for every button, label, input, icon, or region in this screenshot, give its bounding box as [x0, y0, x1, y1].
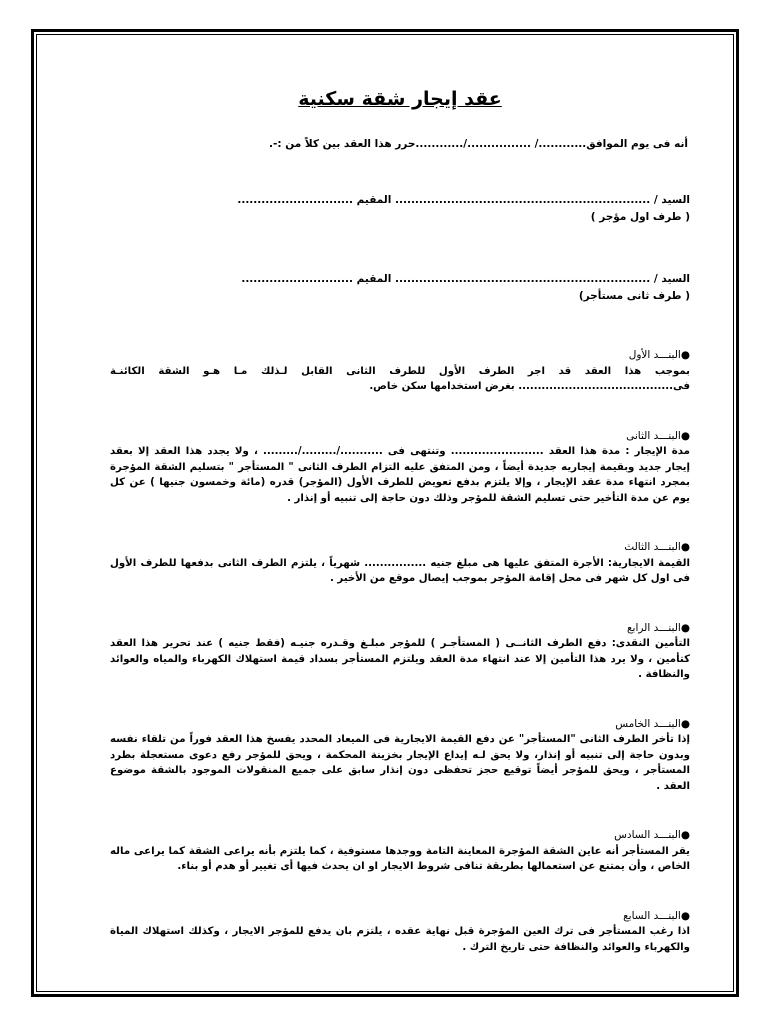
clause-heading: البنـــد السابع	[623, 909, 681, 922]
bullet-icon: ●	[680, 909, 690, 922]
first-party-role: ( طرف اول مؤجر )	[590, 211, 690, 223]
clause-heading: البنـــد الرابع	[626, 621, 681, 634]
clause-5	[110, 717, 690, 795]
clause-text: التأمين النقدى: دفع الطرف الثانــى ( المستأجـر ) للمؤجر مبلـغ وقـدره جنيـه (فقط جنيه ) عند تحرير هذا العقد كتأمين ، ولا يرد هذا التأمين إلا عند انتهاء مدة العقد ويلتزم المستأجر بسداد قيمة استهلاك الكهرباء والمياه والعوائد والنظافة .	[110, 638, 690, 680]
bullet-icon: ●	[680, 829, 690, 841]
clause-text: بموجب هذا العقد قد اجر الطرف الأول للطرف الثانى القابل لـذلك مـا هـو الشقة الكائنـة فى........................................ بغرض استخدامها سكن خاص.	[110, 365, 690, 392]
contract-document	[110, 60, 690, 960]
document-title: عقد إيجار شقة سكنية	[298, 88, 502, 110]
clause-heading: البنـــد الثانى	[626, 429, 681, 442]
first-party	[110, 194, 690, 223]
bullet-icon: ●	[680, 541, 690, 553]
clause-text: اذا رغب المستأجر فى ترك العين المؤجرة قبل نهاية عقده ، يلتزم بان يدفع للمؤجر الايجار ، وكذلك استهلاك المياة والكهرباء والعوائد والنظافة حتى تاريخ الترك .	[110, 926, 690, 953]
clause-2	[110, 429, 690, 507]
bullet-icon: ●	[680, 717, 690, 730]
clause-text: يقر المستأجر أنه عاين الشقة المؤجرة المعاينة التامة ووجدها مستوفية ، كما يلتزم بأنه يراعى الشقة كما يراعى ماله الخاص ، وأن يمتنع عن استعمالها بطريقة تنافى شروط الايجار او ان يحدث فيها أى تغيير أو هدم أو بناء.	[110, 845, 690, 872]
clause-text: مدة الإيجار : مدة هذا العقد ........................ وتنتهى فى .........../........./......... ، ولا يجدد هذا العقد إلا بعقد إيجار جديد وبقيمة إيجاريه جديدة أيضاً ، ومن المتفق عليه التزام الطرف الثانى " المستأجر " بتسليم الشقة المؤجرة بمجرد انتهاء مدة عقد الإيجار ، وإلا يلتزم بدفع تعويض للطرف الأول (المؤجر) قدره (مائة وخمسون جنيها ) عن كل يوم عن مدة التأخير حتى تسليم الشقة للمؤجر وذلك دون حاجة إلى تنبيه أو إنذار .	[110, 446, 690, 504]
intro-line: أنه فى يوم الموافق............/ ................/............حرر هذا العقد بين كلاً من :-.	[269, 138, 688, 150]
clause-7	[110, 909, 690, 956]
clause-heading: البنـــد الأول	[628, 349, 681, 361]
second-party-role: ( طرف ثانى مستأجر)	[578, 290, 690, 302]
second-party-line: السيد / ................................................................ المقيم ............................	[241, 273, 690, 285]
clause-text: القيمة الايجارية: الأجرة المتفق عليها هى مبلغ جنيه ................ شهرياً ، يلتزم الطرف الثانى بدفعها للطرف الأول فى اول كل شهر فى محل إقامة المؤجر بموجب إيصال موقع من الأخير .	[110, 557, 690, 584]
bullet-icon: ●	[680, 621, 690, 634]
clause-text: إذا تأخر الطرف الثانى "المستأجر" عن دفع القيمة الايجارية فى الميعاد المحدد يفسخ هذا العقد فوراً من تلقاء نفسه وبدون حاجة إلى تنبيه أو إنذار، ولا يحق لـه إيداع الإيجار بخزينة المحكمة ، ويحق للمؤجر رفع دعوى مستعجلة بطرد المستأجر ، ويحق للمؤجر أيضاً توقيع حجز تحفظى دون إنذار سابق على جميع المنقولات الموجود بالشقة موضوع العقد .	[110, 734, 690, 792]
clause-heading: البنـــد السادس	[614, 829, 681, 841]
clause-3	[110, 540, 690, 587]
clause-heading: البنـــد الخامس	[615, 717, 681, 730]
bullet-icon: ●	[680, 429, 690, 442]
first-party-line: السيد / ................................................................ المقيم .............................	[237, 194, 690, 206]
clause-6	[110, 828, 690, 875]
bullet-icon: ●	[680, 349, 690, 361]
clause-1	[110, 348, 690, 395]
clause-heading: البنـــد الثالث	[624, 541, 681, 553]
second-party	[110, 273, 690, 302]
clause-4	[110, 621, 690, 683]
